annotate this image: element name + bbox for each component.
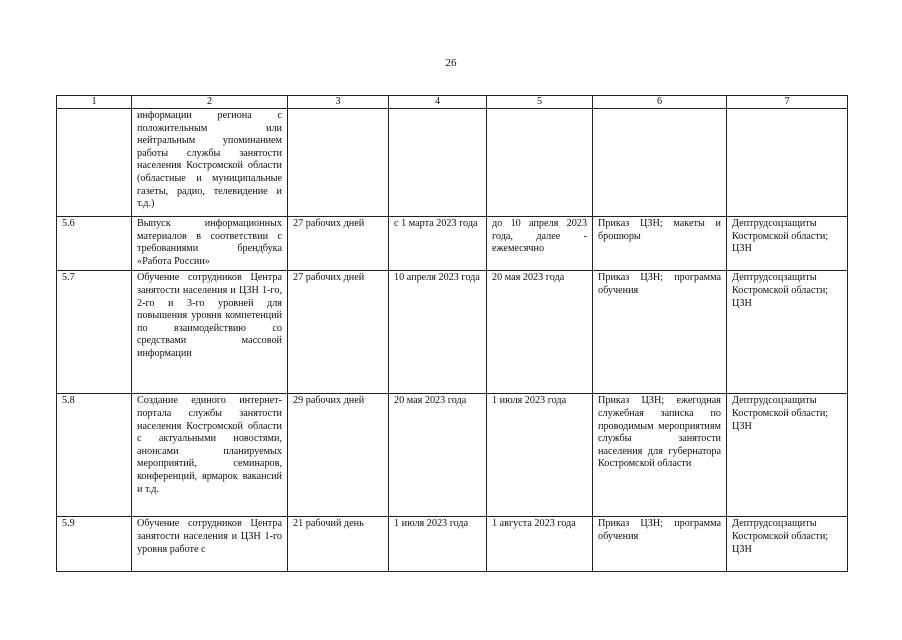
column-header: 2	[132, 96, 288, 109]
activity-cell: Выпуск информационных материалов в соответствии с требованиями брендбука «Работа России»	[132, 217, 288, 271]
table-row	[57, 109, 848, 217]
page-number: 26	[445, 57, 457, 69]
end-date-cell: до 10 апреля 2023 года, далее - ежемесячно	[487, 217, 593, 271]
column-header: 6	[593, 96, 727, 109]
end-date-cell: 1 июля 2023 года	[487, 394, 593, 517]
column-header: 3	[288, 96, 389, 109]
document-cell: Приказ ЦЗН; программа обучения	[593, 517, 727, 572]
document-cell: Приказ ЦЗН; ежегодная служебная записка по проводимым мероприятиям службы занятости населения для губернатора Костромской области	[593, 394, 727, 517]
responsible-cell	[727, 109, 848, 217]
start-date-cell: с 1 марта 2023 года	[389, 217, 487, 271]
end-date-cell: 20 мая 2023 года	[487, 271, 593, 394]
duration-cell: 21 рабочий день	[288, 517, 389, 572]
duration-cell: 27 рабочих дней	[288, 217, 389, 271]
column-header: 7	[727, 96, 848, 109]
item-number-cell: 5.7	[57, 271, 132, 394]
responsible-cell: Дептрудсоцзащиты Костромской области; ЦЗН	[727, 271, 848, 394]
document-cell: Приказ ЦЗН; макеты и брошюры	[593, 217, 727, 271]
end-date-cell	[487, 109, 593, 217]
activity-cell: Обучение сотрудников Центра занятости населения и ЦЗН 1-го уровня работе с	[132, 517, 288, 572]
start-date-cell	[389, 109, 487, 217]
duration-cell: 27 рабочих дней	[288, 271, 389, 394]
activity-cell: информации региона с положительным или нейтральным упоминанием работы службы занятости населения Костромской области (областные и муниципальные газеты, радио, телевидение и т.д.)	[132, 109, 288, 217]
responsible-cell: Дептрудсоцзащиты Костромской области; ЦЗН	[727, 517, 848, 572]
item-number-cell	[57, 109, 132, 217]
start-date-cell: 20 мая 2023 года	[389, 394, 487, 517]
start-date-cell: 1 июля 2023 года	[389, 517, 487, 572]
plan-table	[56, 95, 848, 572]
activity-cell: Создание единого интернет-портала службы занятости населения Костромской области с актуальными новостями, анонсами планируемых мероприятий, семинаров, конференций, ярмарок вакансий и т.д.	[132, 394, 288, 517]
item-number-cell: 5.9	[57, 517, 132, 572]
document-cell	[593, 109, 727, 217]
activity-cell: Обучение сотрудников Центра занятости населения и ЦЗН 1-го, 2-го и 3-го уровней для повышения уровня компетенций по взаимодействию со средствами массовой информации	[132, 271, 288, 394]
end-date-cell: 1 августа 2023 года	[487, 517, 593, 572]
column-header: 4	[389, 96, 487, 109]
duration-cell	[288, 109, 389, 217]
table-row	[57, 394, 848, 517]
item-number-cell: 5.6	[57, 217, 132, 271]
table-row	[57, 271, 848, 394]
responsible-cell: Дептрудсоцзащиты Костромской области; ЦЗН	[727, 394, 848, 517]
column-header: 5	[487, 96, 593, 109]
start-date-cell: 10 апреля 2023 года	[389, 271, 487, 394]
document-cell: Приказ ЦЗН; программа обучения	[593, 271, 727, 394]
table-row	[57, 517, 848, 572]
table-header-row	[57, 96, 848, 109]
table-row	[57, 217, 848, 271]
duration-cell: 29 рабочих дней	[288, 394, 389, 517]
responsible-cell: Дептрудсоцзащиты Костромской области; ЦЗН	[727, 217, 848, 271]
item-number-cell: 5.8	[57, 394, 132, 517]
column-header: 1	[57, 96, 132, 109]
